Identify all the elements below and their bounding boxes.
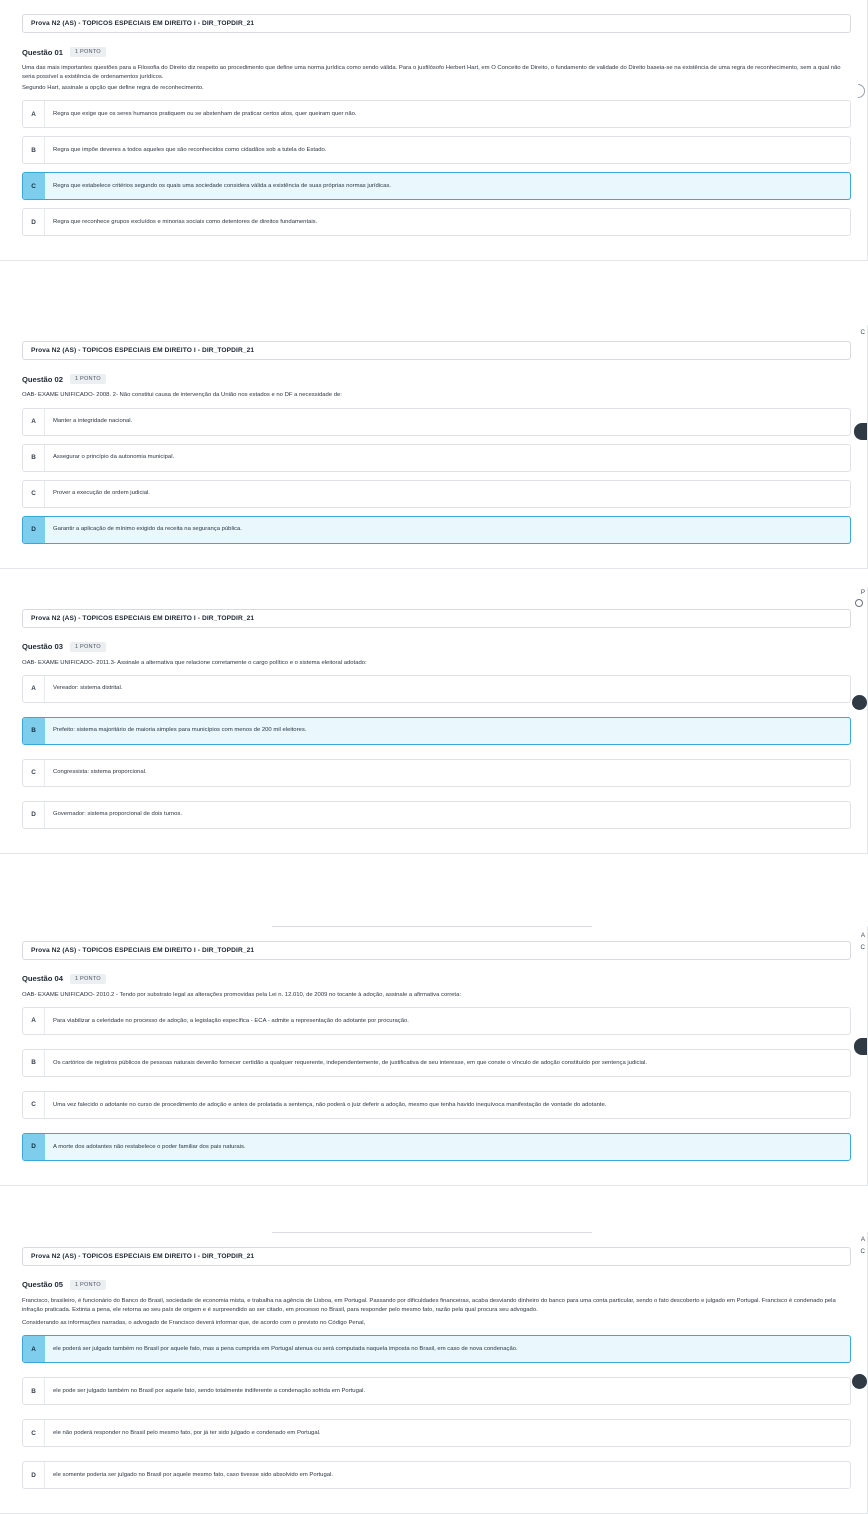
- alternatives-list-3: [22, 675, 851, 837]
- question-number: Questão 02: [22, 374, 63, 384]
- alternative-text: ele não poderá responder no Brasil pelo mesmo fato, por já ter sido julgado e condenado em Portugal.: [53, 1429, 321, 1436]
- alternative-letter: B: [23, 445, 45, 471]
- alternative-letter: B: [23, 718, 45, 744]
- question-card-4: [0, 926, 868, 1186]
- alternative-letter: C: [23, 1092, 45, 1118]
- exam-title-bar-4[interactable]: [22, 941, 851, 960]
- alternative-letter: A: [23, 676, 45, 702]
- alternative-letter: B: [23, 137, 45, 163]
- question-header-4: [22, 974, 851, 984]
- alternative-text: Assegurar o princípio da autonomia municipal.: [53, 454, 175, 461]
- alternative-option[interactable]: [22, 408, 851, 436]
- question-header-5: [22, 1280, 851, 1290]
- alternative-text: Prover a execução de ordem judicial.: [53, 490, 150, 497]
- alternative-letter: A: [23, 101, 45, 127]
- alternative-letter: A: [23, 409, 45, 435]
- question-statement: OAB- EXAME UNIFICADO- 2011.3- Assinale a alternativa que relacione corretamente o cargo político e o sistema eleitoral adotado:: [22, 659, 367, 666]
- alternative-text: Os cartórios de registros públicos de pessoas naturais deverão fornecer certidão a qualquer requerente, independentemente, de justificativa de seu interesse, em que conste o vínculo de adoção constituído por sentença judicial.: [53, 1059, 648, 1066]
- edge-chip-artifact: [854, 1038, 867, 1055]
- alternative-letter: D: [23, 209, 45, 235]
- question-header-1: [22, 47, 851, 57]
- alternatives-list-4: [22, 1007, 851, 1169]
- alternatives-list-5: [22, 1335, 851, 1497]
- exam-title-bar-2[interactable]: [22, 341, 851, 360]
- question-number: Questão 01: [22, 47, 63, 57]
- alternatives-list-1: [22, 100, 851, 244]
- edge-label-artifact: P: [860, 588, 865, 596]
- alternative-letter: D: [23, 1134, 45, 1160]
- edge-chip-artifact: [854, 423, 867, 440]
- alternative-option[interactable]: [22, 1007, 851, 1035]
- alternative-text: Manter a integridade nacional.: [53, 418, 133, 425]
- alternative-option[interactable]: [22, 675, 851, 703]
- alternative-option[interactable]: [22, 1377, 851, 1405]
- alternative-letter: A: [23, 1336, 45, 1362]
- question-statement: OAB- EXAME UNIFICADO- 2008. 2- Não constitui causa de intervenção da União nos estados e no DF a necessidade de:: [22, 392, 342, 399]
- alternative-option-selected[interactable]: [22, 516, 851, 544]
- alternative-option[interactable]: [22, 480, 851, 508]
- exam-title-bar-5[interactable]: [22, 1247, 851, 1266]
- alternative-text: Vereador: sistema distrital.: [53, 685, 123, 692]
- exam-title: Prova N2 (AS) - TOPICOS ESPECIAIS EM DIREITO I - DIR_TOPDIR_21: [31, 946, 255, 954]
- question-number: Questão 05: [22, 1280, 63, 1290]
- edge-chip-artifact: [852, 1374, 867, 1389]
- question-points-badge: 1 PONTO: [70, 974, 106, 984]
- alternative-letter: B: [23, 1378, 45, 1404]
- alternative-text: A morte dos adotantes não restabelece o poder familiar dos pais naturais.: [53, 1143, 246, 1150]
- alternative-option[interactable]: [22, 100, 851, 128]
- edge-circle-artifact: [855, 599, 863, 607]
- exam-title: Prova N2 (AS) - TOPICOS ESPECIAIS EM DIREITO I - DIR_TOPDIR_21: [31, 347, 255, 355]
- alternative-letter: C: [23, 1420, 45, 1446]
- question-number: Questão 04: [22, 974, 63, 984]
- exam-title-bar-3[interactable]: [22, 609, 851, 628]
- alternative-text: Congressista: sistema proporcional.: [53, 769, 147, 776]
- alternative-option[interactable]: [22, 444, 851, 472]
- alternative-text: Regra que reconhece grupos excluídos e minorias sociais como detentores de direitos fundamentais.: [53, 219, 318, 226]
- alternative-text: ele somente poderia ser julgado no Brasil por aquele mesmo fato, caso tivesse sido absolvido em Portugal.: [53, 1471, 333, 1478]
- alternative-text: Para viabilizar a celeridade no processo de adoção, a legislação específica - ECA - admite a representação do adotante por procuração.: [53, 1017, 409, 1024]
- question-card-1: [0, 0, 868, 261]
- alternative-letter: B: [23, 1050, 45, 1076]
- alternative-option[interactable]: [22, 801, 851, 829]
- question-header-3: [22, 642, 851, 652]
- edge-label-artifact: C: [860, 329, 865, 337]
- question-points-badge: 1 PONTO: [70, 47, 106, 57]
- question-card-5: [0, 1232, 868, 1514]
- alternative-option-selected[interactable]: [22, 1133, 851, 1161]
- alternative-text: Garantir a aplicação de mínimo exigido da receita na segurança pública.: [53, 526, 242, 533]
- alternative-text: Prefeito: sistema majoritário de maioria simples para municípios com menos de 200 mil eleitores.: [53, 727, 307, 734]
- exam-title: Prova N2 (AS) - TOPICOS ESPECIAIS EM DIREITO I - DIR_TOPDIR_21: [31, 1252, 255, 1260]
- spacer-1: [0, 261, 868, 325]
- alternative-option[interactable]: [22, 759, 851, 787]
- question-points-badge: 1 PONTO: [70, 374, 106, 384]
- alternative-letter: A: [23, 1008, 45, 1034]
- alternatives-list-2: [22, 408, 851, 552]
- edge-label-artifact: C: [860, 943, 865, 951]
- question-number: Questão 03: [22, 642, 63, 652]
- alternative-text: Regra que impõe deveres a todos aqueles que são reconhecidos como cidadãos sob a tutela do Estado.: [53, 147, 327, 154]
- edge-chip-artifact: [852, 695, 867, 710]
- exam-title-bar-1[interactable]: [22, 14, 851, 33]
- question-points-badge: 1 PONTO: [70, 642, 106, 652]
- alternative-option[interactable]: [22, 1419, 851, 1447]
- alternative-text: Regra que estabelece critérios segundo os quais uma sociedade considera válida a existência de suas próprias normas jurídicas.: [53, 183, 391, 190]
- question-card-2: [0, 325, 868, 568]
- alternative-text: Governador: sistema proporcional de dois turnos.: [53, 811, 183, 818]
- alternative-option-selected[interactable]: [22, 717, 851, 745]
- question-statement: Francisco, brasileiro, é funcionário do Banco do Brasil, sociedade de economia mista, e trabalha na agência de Lisboa, em Portugal. Passando por dificuldades financeiras, acaba desviando dinheiro do banco para uma conta particular, sendo o fato descoberto e julgado em Portugal. Francisco é condenado pela infração praticada. Extinta a pena, ele retorna ao seu país de origem e é surpreendido ao ser citado, em processo no Brasil, para responder pelo mesmo fato, razão pela qual procura seu advogado.: [22, 1297, 836, 1313]
- alternative-option[interactable]: [22, 136, 851, 164]
- edge-label-artifact: A: [860, 931, 865, 939]
- alternative-letter: C: [23, 760, 45, 786]
- edge-label-artifact: A: [860, 1235, 865, 1243]
- alternative-option-selected[interactable]: [22, 172, 851, 200]
- alternative-option-selected[interactable]: [22, 1335, 851, 1363]
- exam-title: Prova N2 (AS) - TOPICOS ESPECIAIS EM DIREITO I - DIR_TOPDIR_21: [31, 20, 255, 27]
- alternative-text: ele poderá ser julgado também no Brasil por aquele fato, mas a pena cumprida em Portugal atenua ou será computada naquela imposta no Brasil, em caso de nova condenação.: [53, 1345, 518, 1352]
- spacer-4: [0, 1186, 868, 1222]
- alternative-letter: C: [23, 173, 45, 199]
- alternative-text: Regra que exige que os seres humanos pratiquem ou se abstenham de praticar certos atos, quer queiram quer não.: [53, 111, 357, 118]
- alternative-option[interactable]: [22, 208, 851, 236]
- alternative-letter: C: [23, 481, 45, 507]
- question-statement: Uma das mais importantes questões para a Filosofia do Direito diz respeito ao procedimento que define uma norma jurídica como sendo válida. Para o jusfilósofo Herbert Hart, em O Conceito de Direito, o fundamento de validade do Direito baseia-se na existência de uma regra de reconhecimento, sem a qual não seria possível a existência de ordenamentos jurídicos.: [22, 65, 841, 81]
- edge-label-artifact: C: [860, 1247, 865, 1255]
- question-statement-secondary: Segundo Hart, assinale a opção que define regra de reconhecimento.: [22, 85, 204, 92]
- alternative-letter: D: [23, 1462, 45, 1488]
- question-card-3: [0, 587, 868, 854]
- question-statement: OAB- EXAME UNIFICADO- 2010.2 - Tendo por substrato legal as alterações promovidas pela Lei n. 12.010, de 2009 no tocante à adoção, assinale a afirmativa correta:: [22, 991, 461, 998]
- exam-title: Prova N2 (AS) - TOPICOS ESPECIAIS EM DIREITO I - DIR_TOPDIR_21: [31, 614, 255, 622]
- question-header-2: [22, 374, 851, 384]
- alternative-option[interactable]: [22, 1091, 851, 1119]
- question-points-badge: 1 PONTO: [70, 1280, 106, 1290]
- spacer-3: [0, 854, 868, 914]
- spacer-2: [0, 569, 868, 587]
- alternative-letter: D: [23, 802, 45, 828]
- alternative-letter: D: [23, 517, 45, 543]
- alternative-text: Uma vez falecido o adotante no curso de procedimento de adoção e antes de prolatada a sentença, não poderá o juiz deferir a adoção, mesmo que tenha havido inequívoca manifestação de vontade do adotante.: [53, 1101, 607, 1108]
- question-statement-secondary: Considerando as informações narradas, o advogado de Francisco deverá informar que, de acordo com o previsto no Código Penal,: [22, 1320, 366, 1327]
- alternative-text: ele pode ser julgado também no Brasil por aquele fato, sendo totalmente indiferente a condenação sofrida em Portugal.: [53, 1387, 366, 1394]
- alternative-option[interactable]: [22, 1461, 851, 1489]
- alternative-option[interactable]: [22, 1049, 851, 1077]
